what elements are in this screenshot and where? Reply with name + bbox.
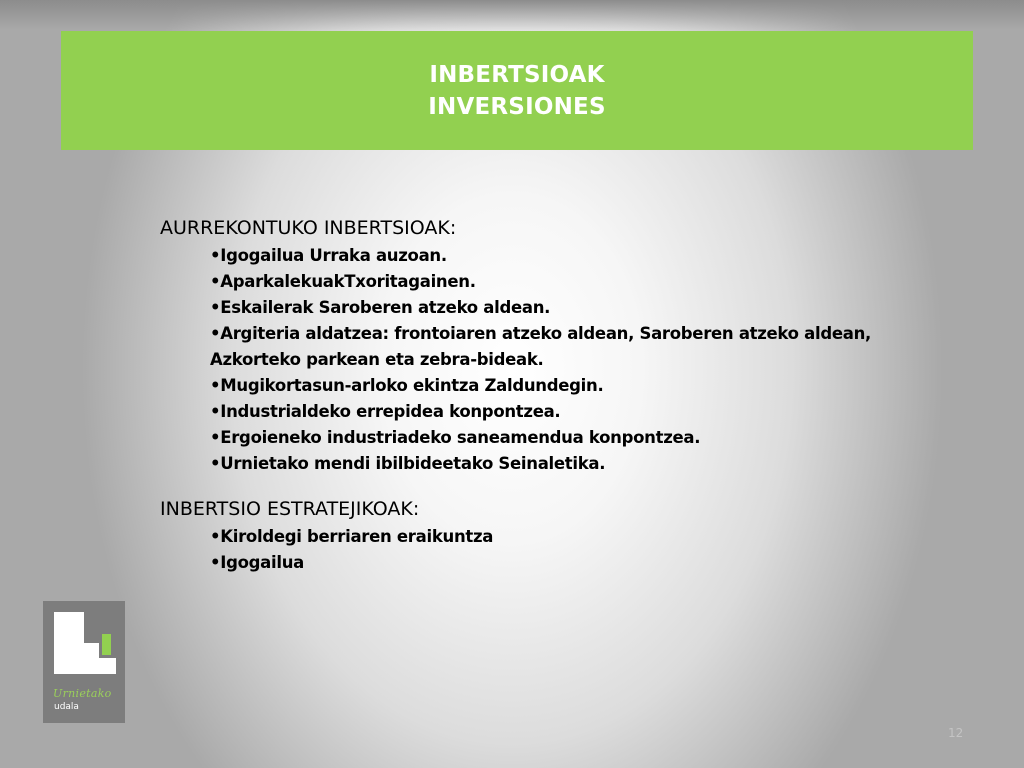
- list-item: [210, 243, 880, 269]
- list-item-text: AparkalekuakTxoritagainen.: [220, 272, 476, 291]
- list-item-text: Mugikortasun-arloko ekintza Zaldundegin.: [220, 376, 604, 395]
- bullet-glyph: •: [210, 246, 221, 265]
- list-item-text: Igogailua: [220, 553, 304, 572]
- title-banner: [61, 31, 973, 150]
- list-item: [210, 295, 880, 321]
- list-item: [210, 550, 880, 576]
- list-item-text: Industrialdeko errepidea konpontzea.: [220, 402, 561, 421]
- bullet-glyph: •: [210, 527, 221, 546]
- section-strategic-investments: [160, 494, 880, 576]
- logo-mark-icon: [54, 612, 116, 674]
- bullet-glyph: •: [210, 454, 221, 473]
- list-item-text: Argiteria aldatzea: frontoiaren atzeko aldean, Saroberen atzeko aldean, Azkorteko parkean eta zebra-bideak.: [210, 324, 871, 369]
- list-item-text: Ergoieneko industriadeko saneamendua konpontzea.: [220, 428, 701, 447]
- list-item: [210, 399, 880, 425]
- section-heading: AURREKONTUKO INBERTSIOAK:: [160, 217, 457, 239]
- list-item: [210, 451, 880, 477]
- top-shadow: [0, 0, 1024, 30]
- bullet-glyph: •: [210, 272, 221, 291]
- bullet-glyph: •: [210, 553, 221, 572]
- list-item: [210, 269, 880, 295]
- bullet-glyph: •: [210, 324, 221, 343]
- bullet-glyph: •: [210, 428, 221, 447]
- title-line-basque: INBERTSIOAK: [429, 61, 605, 88]
- list-item-text: Kiroldegi berriaren eraikuntza: [220, 527, 494, 546]
- logo-sub-text: udala: [54, 702, 79, 712]
- bullet-glyph: •: [210, 402, 221, 421]
- title-line-spanish: INVERSIONES: [428, 93, 606, 120]
- page-number: 12: [948, 726, 964, 740]
- list-item-text: Eskailerak Saroberen atzeko aldean.: [220, 298, 551, 317]
- bullet-glyph: •: [210, 376, 221, 395]
- section-budget-investments: [160, 213, 880, 477]
- logo-script-text: Urnietako: [53, 687, 112, 700]
- bullet-glyph: •: [210, 298, 221, 317]
- list-item: [210, 321, 880, 373]
- list-item-text: Igogailua Urraka auzoan.: [220, 246, 447, 265]
- section-heading: INBERTSIO ESTRATEJIKOAK:: [160, 498, 420, 520]
- list-item: [210, 373, 880, 399]
- list-item-text: Urnietako mendi ibilbideetako Seinaletika.: [220, 454, 606, 473]
- urnieta-logo: [43, 601, 125, 723]
- slide-body: [160, 213, 880, 576]
- list-item: [210, 524, 880, 550]
- bullet-list: [160, 243, 880, 477]
- list-item: [210, 425, 880, 451]
- bullet-list: [160, 524, 880, 576]
